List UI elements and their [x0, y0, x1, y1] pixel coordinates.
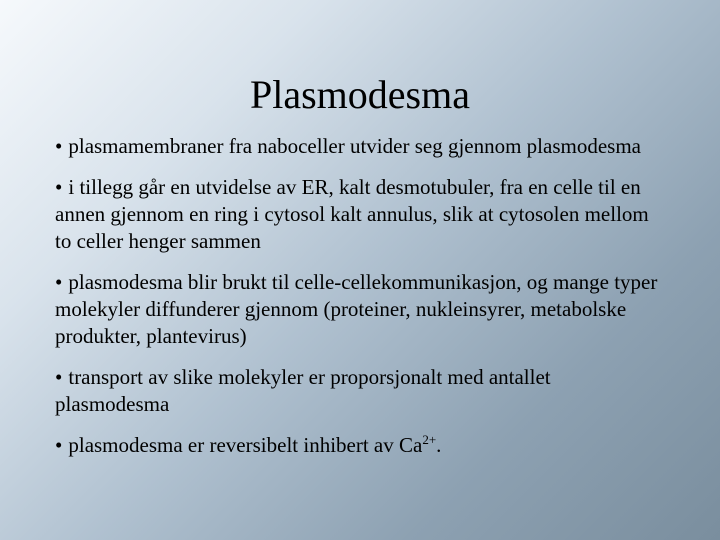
bullet-mark: •: [55, 365, 63, 389]
bullet-suffix: .: [436, 433, 442, 457]
bullet-list: [55, 133, 665, 473]
bullet-mark: •: [55, 175, 63, 199]
bullet-item: [55, 364, 665, 418]
bullet-text: plasmamembraner fra naboceller utvider seg gjennom plasmodesma: [68, 134, 641, 158]
bullet-text: plasmodesma er reversibelt inhibert av Ca: [68, 433, 423, 457]
bullet-text: plasmodesma blir brukt til celle-cellekommunikasjon, og mange typer molekyler diffunderer gjennom (proteiner, nukleinsyrer, metabolske produkter, plantevirus): [55, 270, 658, 348]
superscript-charge: 2+: [422, 432, 437, 447]
bullet-item: [55, 174, 665, 255]
bullet-item: [55, 432, 665, 459]
bullet-item: [55, 133, 665, 160]
bullet-text: i tillegg går en utvidelse av ER, kalt desmotubuler, fra en celle til en annen gjennom en ring i cytosol kalt annulus, slik at cytosolen mellom to celler henger sammen: [55, 175, 649, 253]
bullet-text: transport av slike molekyler er proporsjonalt med antallet plasmodesma: [55, 365, 551, 416]
bullet-mark: •: [55, 270, 63, 294]
bullet-mark: •: [55, 433, 63, 457]
bullet-item: [55, 269, 665, 350]
bullet-mark: •: [55, 134, 63, 158]
slide-title: Plasmodesma: [250, 72, 470, 117]
